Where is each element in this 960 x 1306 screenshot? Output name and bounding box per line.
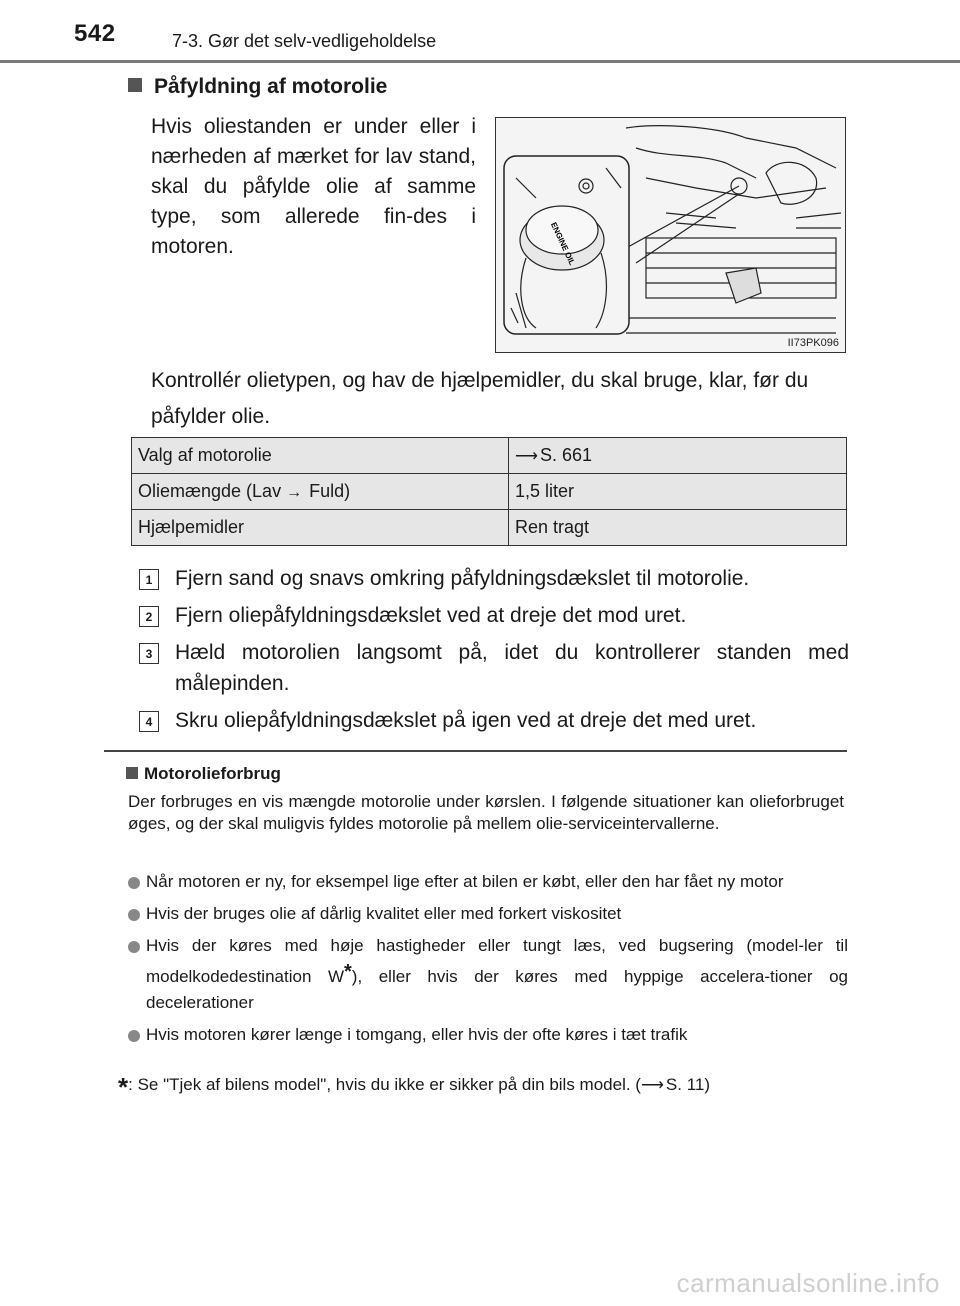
table-cell-label: Valg af motorolie — [132, 438, 509, 474]
footnote-ref: S. 11 — [665, 1075, 705, 1094]
note-heading — [126, 764, 281, 784]
footnote-star: * — [118, 1072, 129, 1102]
figure-code: II73PK096 — [787, 337, 839, 349]
bullet-text-a: Hvis der køres med høje hastigheder eller tungt læs, ved bugsering (model-ler til modelkodedestination W — [146, 936, 848, 986]
cap-label: ENGINE OIL — [548, 220, 577, 267]
table-cell-value: Ren tragt — [509, 510, 847, 546]
arrow-right-icon: ⟶ — [640, 1077, 664, 1094]
footnote-close: ) — [704, 1075, 711, 1094]
footnote-text: : Se "Tjek af bilens model", hvis du ikke er sikker på din bils model. ( — [128, 1075, 641, 1094]
bullet-dot-icon — [128, 877, 140, 889]
bullet-dot-icon — [128, 1030, 140, 1042]
step-text: Fjern oliepåfyldningsdækslet ved at dreje det mod uret. — [175, 604, 687, 627]
watermark: carmanualsonline.info — [676, 1268, 940, 1298]
table-cell-label: Hjælpemidler — [132, 510, 509, 546]
section-divider — [104, 750, 847, 752]
table-row — [132, 474, 847, 510]
step-text: Skru oliepåfyldningsdækslet på igen ved at dreje det med uret. — [175, 709, 757, 732]
chapter-title: 7-3. Gør det selv-vedligeholdelse — [172, 31, 437, 51]
step-item — [139, 563, 849, 594]
label-part-a: Oliemængde (Lav — [138, 481, 287, 501]
list-item — [128, 1022, 848, 1048]
oil-spec-table — [131, 437, 847, 546]
table-row — [132, 510, 847, 546]
square-bullet-icon — [126, 767, 138, 779]
footnote — [118, 1072, 848, 1100]
bullet-text: Når motoren er ny, for eksempel lige efter at bilen er købt, eller den har fået ny motor — [146, 872, 784, 891]
section-heading — [128, 75, 387, 99]
page-number: 542 — [74, 20, 116, 47]
intro-paragraph: Hvis oliestanden er under eller i nærheden af mærket for lav stand, skal du påfylde olie af samme type, som allerede fin-des i motoren. — [151, 115, 476, 258]
engine-bay-illustration — [496, 118, 845, 352]
arrow-right-icon: → — [286, 484, 303, 501]
step-number: 1 — [139, 569, 159, 590]
step-text: Fjern sand og snavs omkring påfyldningsdækslet til motorolie. — [175, 567, 750, 590]
step-number: 4 — [139, 711, 159, 732]
step-number: 3 — [139, 643, 159, 664]
arrow-right-icon: ⟶ — [515, 448, 538, 465]
page-ref: S. 661 — [539, 445, 592, 465]
bullet-list — [128, 869, 848, 1054]
engine-oil-cap-figure — [495, 117, 846, 353]
square-bullet-icon — [128, 78, 142, 92]
step-item — [139, 600, 849, 631]
step-number: 2 — [139, 606, 159, 627]
step-item — [139, 705, 849, 736]
bullet-text-b: ), eller hvis der køres med hyppige accelera-tioner og decelerationer — [146, 967, 848, 1012]
list-item — [128, 933, 848, 1016]
step-text: Hæld motorolien langsomt på, idet du kontrollerer standen med målepinden. — [175, 641, 849, 695]
step-item — [139, 637, 849, 699]
step-list — [139, 563, 849, 742]
note-title: Motorolieforbrug — [144, 764, 281, 783]
bullet-text: Hvis der bruges olie af dårlig kvalitet eller med forkert viskositet — [146, 904, 622, 923]
asterisk-marker: * — [344, 961, 352, 983]
bullet-dot-icon — [128, 941, 140, 953]
bullet-dot-icon — [128, 909, 140, 921]
table-cell-value: 1,5 liter — [509, 474, 847, 510]
check-paragraph: Kontrollér olietypen, og hav de hjælpemidler, du skal bruge, klar, før du påfylder olie. — [151, 369, 809, 428]
table-row — [132, 438, 847, 474]
table-cell-value — [509, 438, 847, 474]
header-rule — [0, 60, 960, 63]
table-cell-label — [132, 474, 509, 510]
section-title: Påfyldning af motorolie — [154, 75, 388, 98]
note-paragraph: Der forbruges en vis mængde motorolie under kørslen. I følgende situationer kan olieforbruget øges, og der skal muligvis fyldes motorolie på mellem olie-serviceintervallerne. — [128, 792, 844, 833]
bullet-text: Hvis motoren kører længe i tomgang, eller hvis der ofte køres i tæt trafik — [146, 1025, 688, 1044]
list-item — [128, 869, 848, 895]
list-item — [128, 901, 848, 927]
label-part-b: Fuld) — [304, 481, 351, 501]
